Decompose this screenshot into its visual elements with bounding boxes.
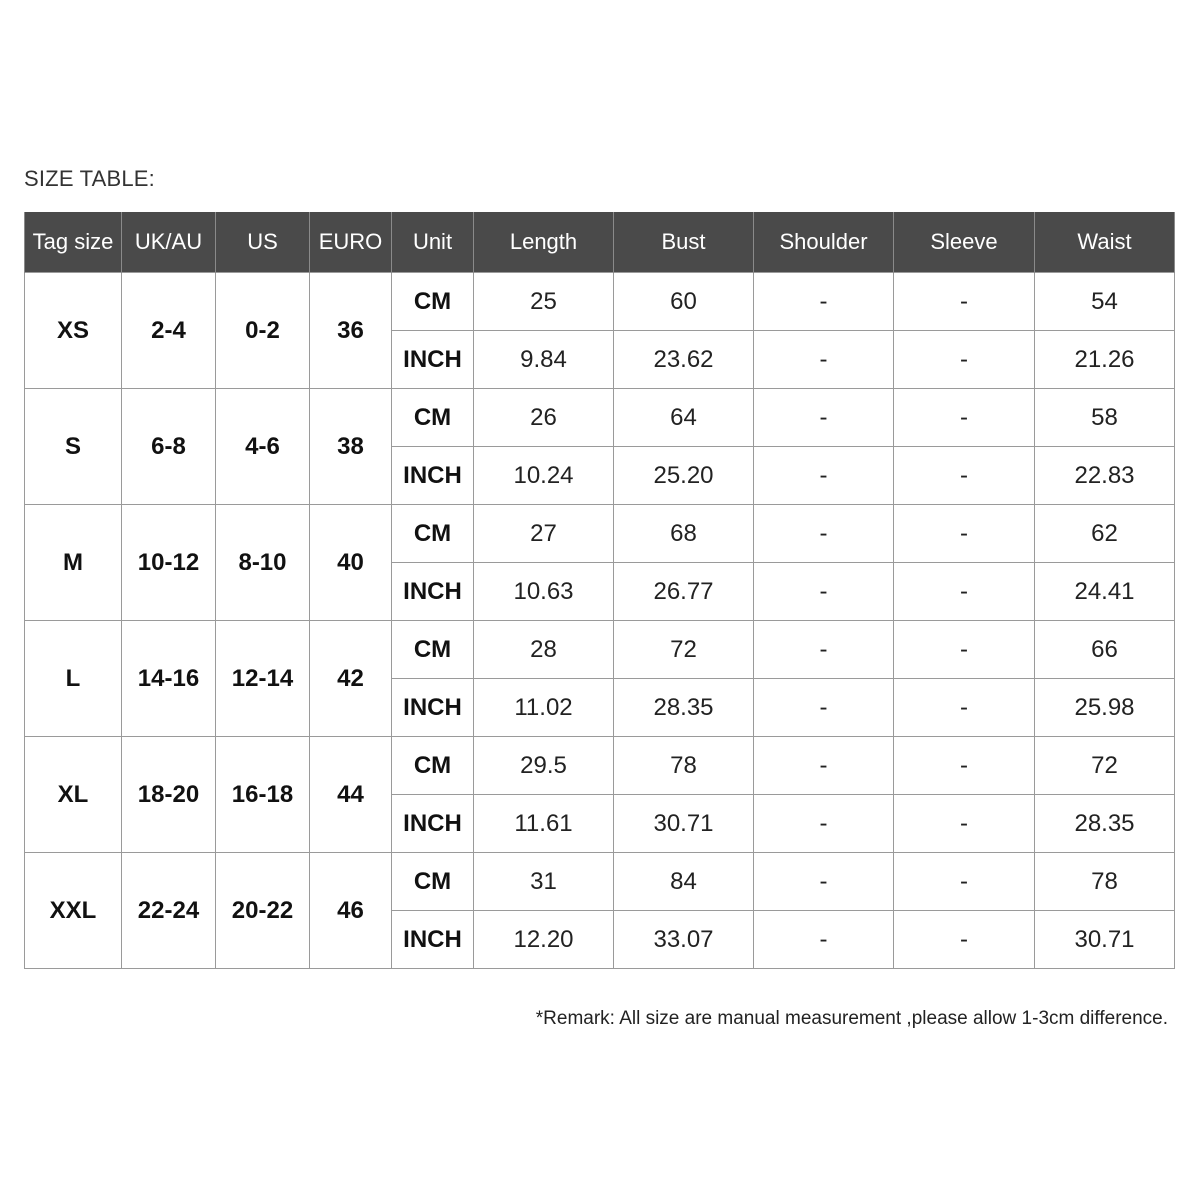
bust-inch-cell: 33.07 (614, 911, 754, 969)
waist-inch-cell: 25.98 (1035, 679, 1175, 737)
column-header: Shoulder (754, 212, 894, 273)
sleeve-inch-cell: - (894, 331, 1035, 389)
sleeve-cm-cell: - (894, 389, 1035, 447)
shoulder-cm-cell: - (754, 621, 894, 679)
bust-inch-cell: 28.35 (614, 679, 754, 737)
uk-au-size-cell: 2-4 (122, 273, 216, 389)
waist-inch-cell: 21.26 (1035, 331, 1175, 389)
bust-cm-cell: 68 (614, 505, 754, 563)
unit-cm-cell: CM (392, 389, 474, 447)
bust-inch-cell: 26.77 (614, 563, 754, 621)
column-header: EURO (310, 212, 392, 273)
length-inch-cell: 12.20 (474, 911, 614, 969)
sleeve-cm-cell: - (894, 853, 1035, 911)
shoulder-inch-cell: - (754, 447, 894, 505)
us-size-cell: 20-22 (216, 853, 310, 969)
unit-cm-cell: CM (392, 621, 474, 679)
column-header: Bust (614, 212, 754, 273)
tag-size-cell: S (25, 389, 122, 505)
waist-inch-cell: 28.35 (1035, 795, 1175, 853)
bust-cm-cell: 60 (614, 273, 754, 331)
length-cm-cell: 28 (474, 621, 614, 679)
tag-size-cell: M (25, 505, 122, 621)
uk-au-size-cell: 18-20 (122, 737, 216, 853)
waist-cm-cell: 66 (1035, 621, 1175, 679)
length-inch-cell: 11.61 (474, 795, 614, 853)
unit-inch-cell: INCH (392, 447, 474, 505)
us-size-cell: 8-10 (216, 505, 310, 621)
us-size-cell: 12-14 (216, 621, 310, 737)
waist-inch-cell: 24.41 (1035, 563, 1175, 621)
table-body (25, 273, 1175, 969)
bust-cm-cell: 84 (614, 853, 754, 911)
waist-inch-cell: 22.83 (1035, 447, 1175, 505)
column-header: Waist (1035, 212, 1175, 273)
tag-size-cell: XXL (25, 853, 122, 969)
tag-size-cell: XS (25, 273, 122, 389)
table-row (25, 737, 1175, 795)
waist-inch-cell: 30.71 (1035, 911, 1175, 969)
us-size-cell: 0-2 (216, 273, 310, 389)
sleeve-inch-cell: - (894, 679, 1035, 737)
uk-au-size-cell: 6-8 (122, 389, 216, 505)
table-row (25, 853, 1175, 911)
sleeve-inch-cell: - (894, 795, 1035, 853)
unit-cm-cell: CM (392, 737, 474, 795)
shoulder-inch-cell: - (754, 563, 894, 621)
header-row (25, 212, 1175, 273)
shoulder-inch-cell: - (754, 795, 894, 853)
length-cm-cell: 25 (474, 273, 614, 331)
euro-size-cell: 36 (310, 273, 392, 389)
unit-inch-cell: INCH (392, 795, 474, 853)
length-inch-cell: 10.63 (474, 563, 614, 621)
length-inch-cell: 10.24 (474, 447, 614, 505)
column-header: Unit (392, 212, 474, 273)
sleeve-cm-cell: - (894, 621, 1035, 679)
size-table (24, 212, 1175, 969)
shoulder-cm-cell: - (754, 737, 894, 795)
shoulder-cm-cell: - (754, 389, 894, 447)
euro-size-cell: 38 (310, 389, 392, 505)
remark-note: *Remark: All size are manual measurement ,please allow 1-3cm difference. (535, 1008, 1168, 1029)
size-table-title: SIZE TABLE: (24, 166, 155, 191)
length-cm-cell: 31 (474, 853, 614, 911)
column-header: Length (474, 212, 614, 273)
length-inch-cell: 11.02 (474, 679, 614, 737)
sleeve-cm-cell: - (894, 273, 1035, 331)
shoulder-cm-cell: - (754, 853, 894, 911)
waist-cm-cell: 78 (1035, 853, 1175, 911)
waist-cm-cell: 72 (1035, 737, 1175, 795)
column-header: UK/AU (122, 212, 216, 273)
waist-cm-cell: 62 (1035, 505, 1175, 563)
unit-inch-cell: INCH (392, 679, 474, 737)
table-row (25, 621, 1175, 679)
table-row (25, 273, 1175, 331)
unit-cm-cell: CM (392, 505, 474, 563)
waist-cm-cell: 54 (1035, 273, 1175, 331)
euro-size-cell: 46 (310, 853, 392, 969)
uk-au-size-cell: 10-12 (122, 505, 216, 621)
us-size-cell: 4-6 (216, 389, 310, 505)
sleeve-inch-cell: - (894, 563, 1035, 621)
length-cm-cell: 29.5 (474, 737, 614, 795)
tag-size-cell: XL (25, 737, 122, 853)
sleeve-cm-cell: - (894, 505, 1035, 563)
uk-au-size-cell: 22-24 (122, 853, 216, 969)
unit-cm-cell: CM (392, 853, 474, 911)
column-header: US (216, 212, 310, 273)
shoulder-cm-cell: - (754, 505, 894, 563)
unit-inch-cell: INCH (392, 911, 474, 969)
sleeve-inch-cell: - (894, 911, 1035, 969)
waist-cm-cell: 58 (1035, 389, 1175, 447)
length-cm-cell: 26 (474, 389, 614, 447)
sleeve-cm-cell: - (894, 737, 1035, 795)
us-size-cell: 16-18 (216, 737, 310, 853)
shoulder-inch-cell: - (754, 679, 894, 737)
euro-size-cell: 42 (310, 621, 392, 737)
length-inch-cell: 9.84 (474, 331, 614, 389)
length-cm-cell: 27 (474, 505, 614, 563)
table-row (25, 505, 1175, 563)
sleeve-inch-cell: - (894, 447, 1035, 505)
column-header: Tag size (25, 212, 122, 273)
unit-inch-cell: INCH (392, 563, 474, 621)
bust-cm-cell: 64 (614, 389, 754, 447)
table-row (25, 389, 1175, 447)
euro-size-cell: 40 (310, 505, 392, 621)
bust-cm-cell: 78 (614, 737, 754, 795)
euro-size-cell: 44 (310, 737, 392, 853)
shoulder-inch-cell: - (754, 911, 894, 969)
unit-inch-cell: INCH (392, 331, 474, 389)
unit-cm-cell: CM (392, 273, 474, 331)
bust-inch-cell: 30.71 (614, 795, 754, 853)
tag-size-cell: L (25, 621, 122, 737)
uk-au-size-cell: 14-16 (122, 621, 216, 737)
column-header: Sleeve (894, 212, 1035, 273)
bust-cm-cell: 72 (614, 621, 754, 679)
shoulder-inch-cell: - (754, 331, 894, 389)
shoulder-cm-cell: - (754, 273, 894, 331)
bust-inch-cell: 25.20 (614, 447, 754, 505)
bust-inch-cell: 23.62 (614, 331, 754, 389)
